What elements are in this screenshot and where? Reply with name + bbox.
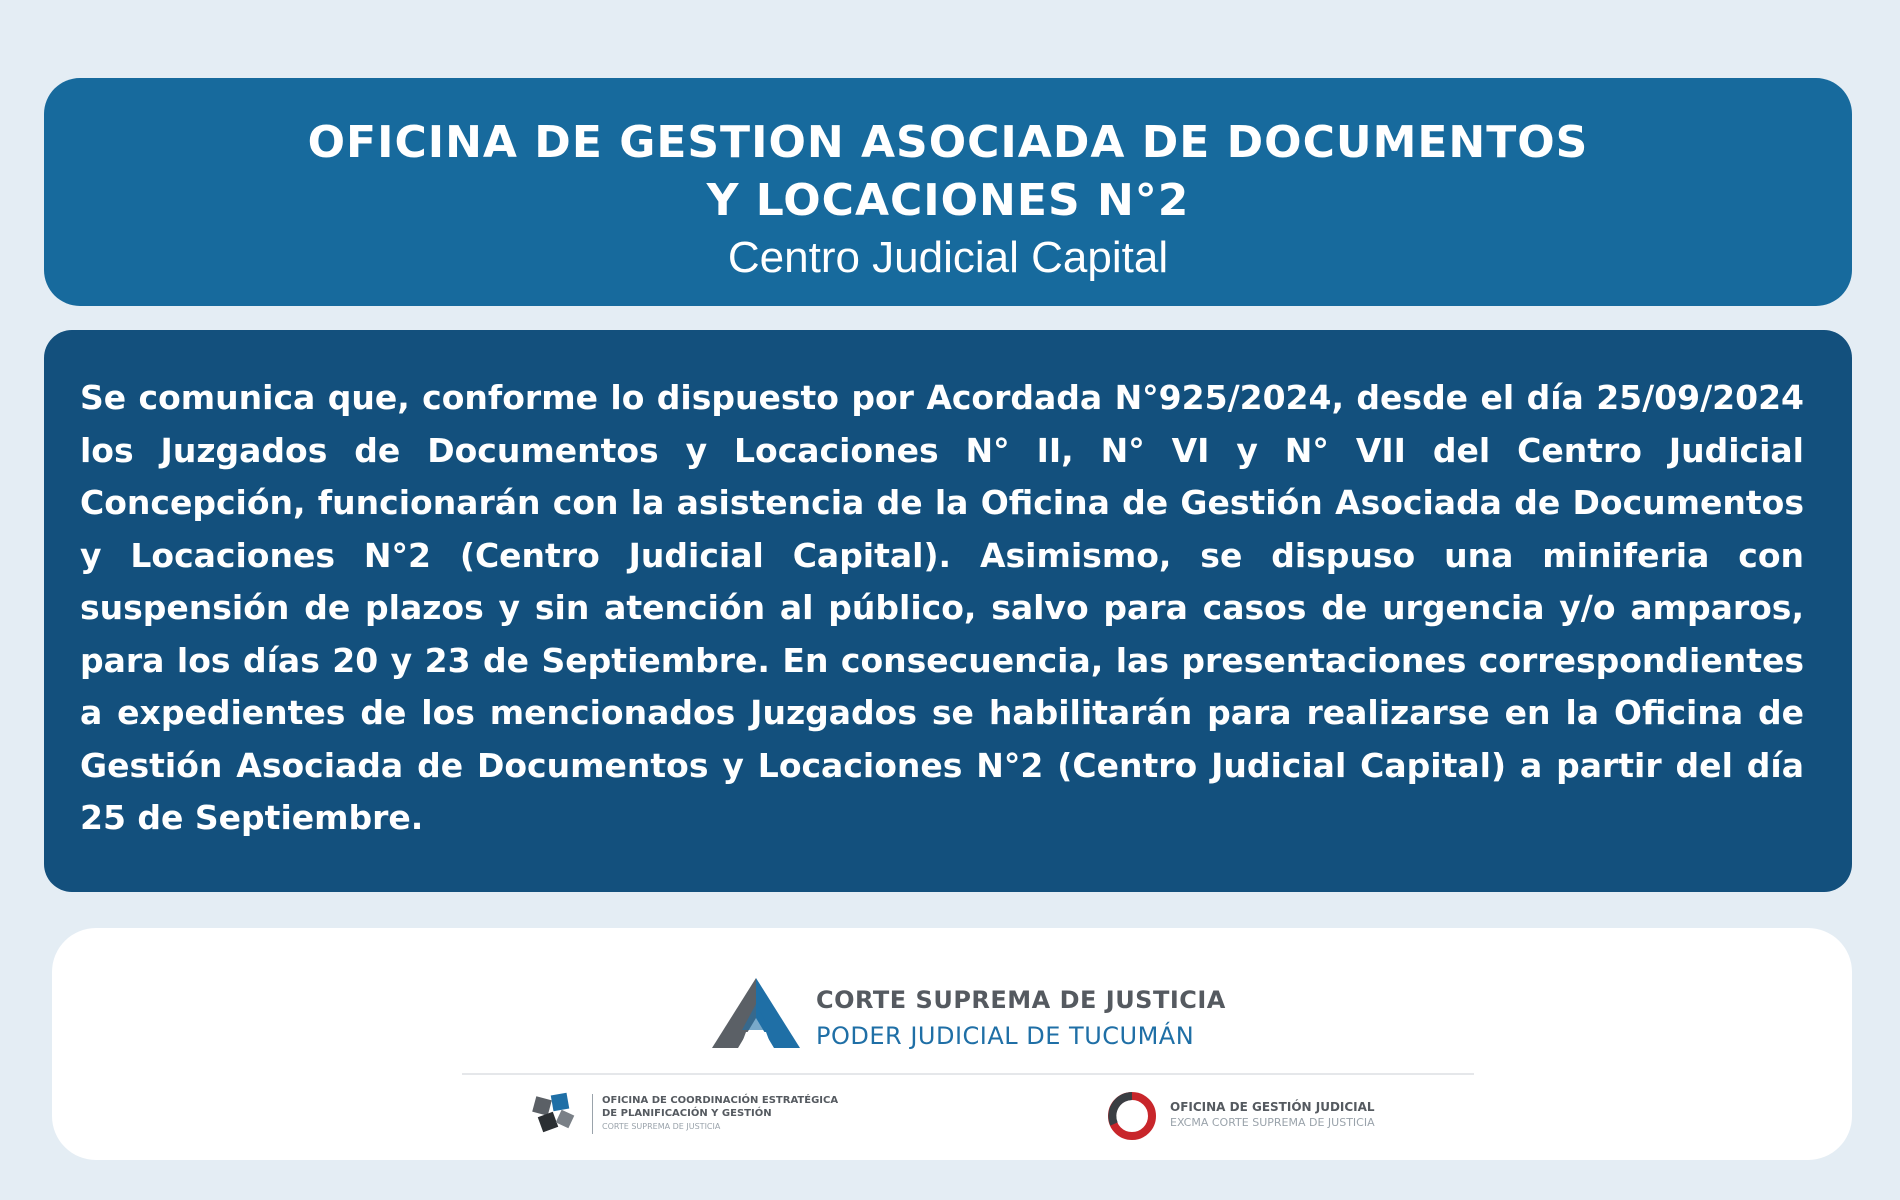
ocepg-logo [530,1088,890,1144]
notice-text: Se comunica que, conforme lo dispuesto por Acordada N°925/2024, desde el día 25/09/2024 los Juzgados de Documentos y Locaciones N° II, N° VI y N° VII del Centro Judicial Concepción, funcionarán con la asistencia de la Oficina de Gestión Asociada de Documentos y Locaciones N°2 (Centro Judicial Capital). Asimismo, se dispuso una miniferia con suspensión de plazos y sin atención al público, salvo para casos de urgencia y/o amparos, para los días 20 y 23 de Septiembre. En consecuencia, las presentaciones correspondientes a expedientes de los mencionados Juzgados se habilitarán para realizarse en la Oficina de Gestión Asociada de Documentos y Locaciones N°2 (Centro Judicial Capital) a partir del día 25 de Septiembre. [80,378,1804,837]
puzzle-pieces-icon [530,1092,580,1138]
notice-panel [44,330,1852,892]
header-banner [44,78,1852,306]
ocepg-separator [592,1094,593,1134]
ocepg-logo-line1: OFICINA DE COORDINACIÓN ESTRATÉGICA [602,1095,839,1106]
ocepg-logo-line3: CORTE SUPREMA DE JUSTICIA [602,1122,721,1131]
ogj-logo-line1: OFICINA DE GESTIÓN JUDICIAL [1170,1100,1375,1114]
csj-triangle-logo-icon [708,974,804,1052]
csj-logo-line1: CORTE SUPREMA DE JUSTICIA [816,986,1226,1014]
footer-divider [462,1073,1474,1075]
ogj-logo-line2: EXCMA CORTE SUPREMA DE JUSTICIA [1170,1116,1375,1129]
header-title-line1: OFICINA DE GESTION ASOCIADA DE DOCUMENTOS [307,117,1589,168]
ogj-logo [1106,1088,1446,1144]
ogj-logo-text [1170,1100,1375,1130]
csj-logo-line2: PODER JUDICIAL DE TUCUMÁN [816,1022,1195,1050]
ocepg-logo-line2: DE PLANIFICACIÓN Y GESTIÓN [602,1108,772,1119]
ocepg-logo-text [602,1094,838,1133]
header-subtitle: Centro Judicial Capital [727,233,1169,282]
footer-logos-panel [52,928,1852,1160]
ring-logo-icon [1106,1090,1158,1142]
csj-logo [708,974,1228,1064]
header-title-line2: Y LOCACIONES N°2 [706,175,1190,226]
